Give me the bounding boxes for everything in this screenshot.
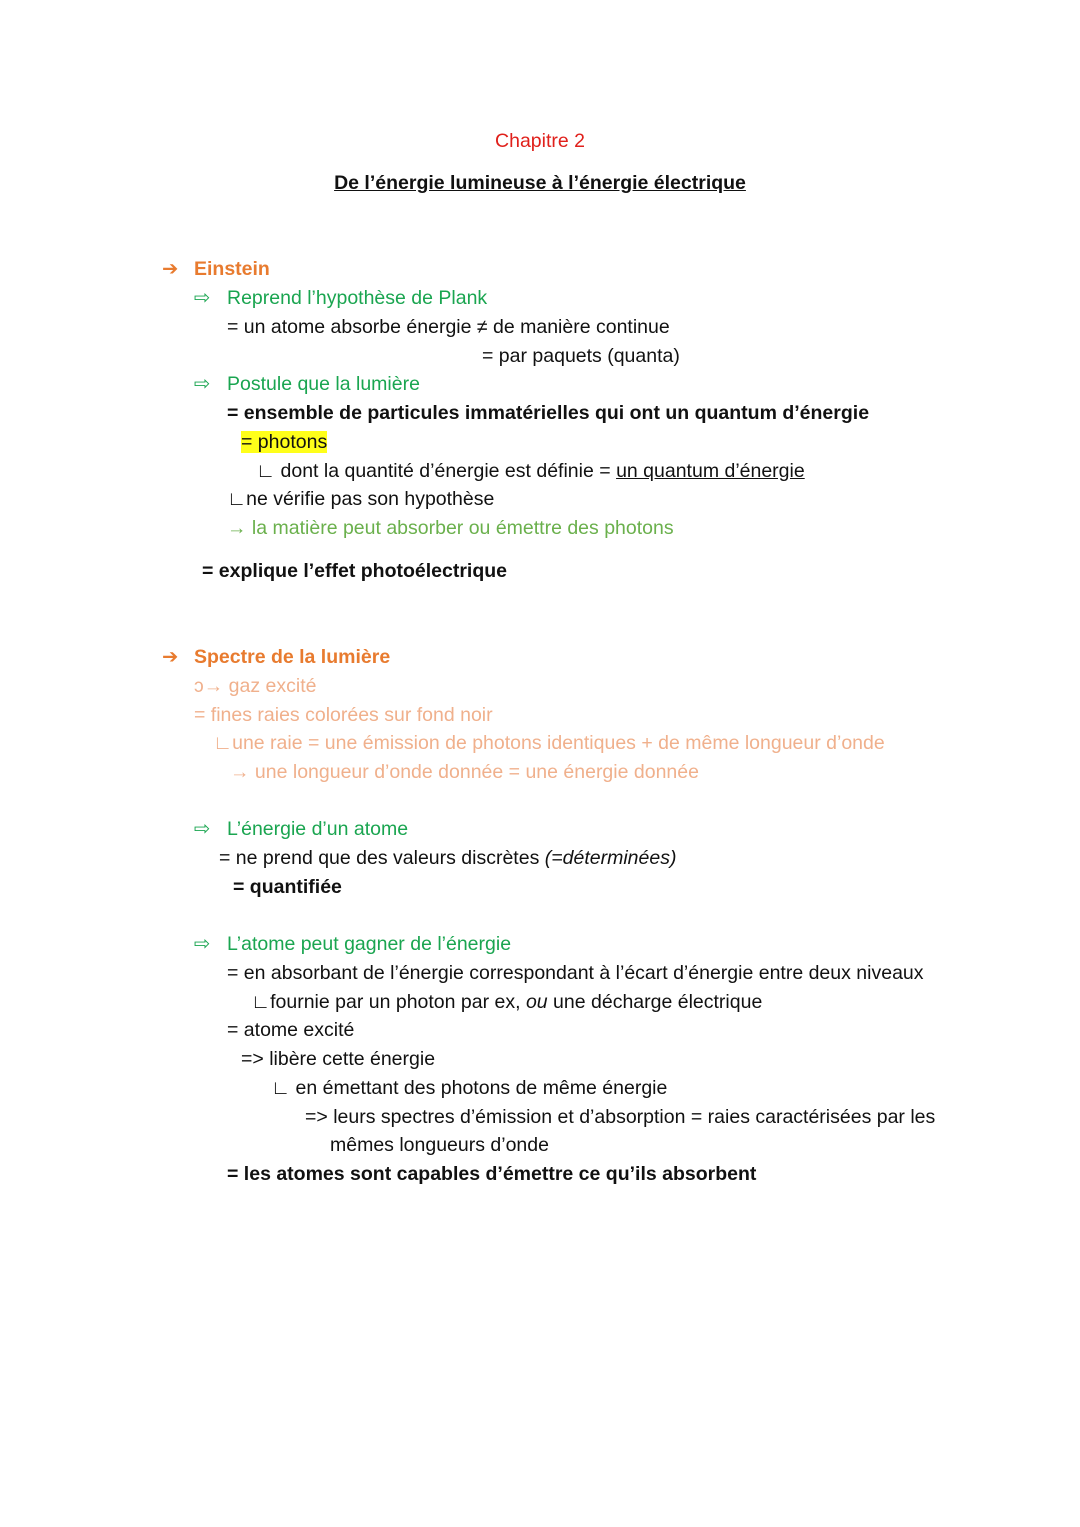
text-segment: gaz excité	[228, 675, 317, 697]
text-line: mêmes longueurs d’onde	[330, 1134, 549, 1156]
text-segment: une décharge électrique	[547, 991, 763, 1013]
subsection-hypothesis	[194, 285, 487, 311]
corner-icon: ∟	[213, 732, 233, 754]
text-line: = en absorbant de l’énergie correspondant à l’écart d’énergie entre deux niveaux	[227, 962, 924, 984]
subsection-postulate	[194, 371, 420, 397]
subsection-heading: L’énergie d’un atome	[227, 818, 409, 840]
subsection-heading: L’atome peut gagner de l’énergie	[227, 933, 512, 955]
text-segment: une raie = une émission de photons identiques + de même longueur d’onde	[232, 732, 885, 754]
text-segment: la matière peut absorber ou émettre des photons	[251, 517, 674, 539]
text-line-discrete	[219, 845, 676, 871]
text-line: => libère cette énergie	[241, 1048, 436, 1070]
text-segment: fournie par un photon par ex,	[270, 991, 526, 1013]
section-heading-einstein: Einstein	[194, 258, 270, 280]
section-heading-spectrum: Spectre de la lumière	[194, 646, 391, 668]
text-line: = par paquets (quanta)	[482, 345, 680, 367]
sub-arrow-icon: ⇨	[194, 818, 211, 840]
corner-icon: ∟	[251, 991, 271, 1013]
subsection-heading: Postule que la lumière	[227, 373, 420, 395]
text-line: => leurs spectres d’émission et d’absorption = raies caractérisées par les	[305, 1106, 936, 1128]
text-line-gas	[194, 673, 316, 699]
text-segment: dont la quantité d’énergie est définie =	[280, 460, 617, 482]
text-line: = atome excité	[227, 1019, 355, 1041]
corner-icon: ∟	[271, 1077, 291, 1099]
text-line-bold: = explique l’effet photoélectrique	[202, 560, 508, 582]
right-arrow-icon: →	[230, 761, 250, 783]
section-spectrum	[162, 644, 390, 670]
text-segment: une longueur d’onde donnée = une énergie donnée	[254, 761, 699, 783]
highlight-photons	[241, 429, 327, 455]
corner-icon: ∟	[227, 488, 247, 510]
text-line-wavelength	[230, 759, 699, 785]
text-line-one-line	[213, 730, 885, 756]
text-segment: en émettant des photons de même énergie	[295, 1077, 668, 1099]
subsection-atom-energy	[194, 816, 408, 842]
text-line: = un atome absorbe énergie ≠ de manière continue	[227, 316, 670, 338]
text-line-matter	[227, 515, 674, 541]
page-title: De l’énergie lumineuse à l’énergie électrique	[334, 172, 746, 194]
subsection-heading: Reprend l’hypothèse de Plank	[227, 287, 488, 309]
sub-arrow-icon: ⇨	[194, 933, 211, 955]
chapter-label: Chapitre 2	[495, 130, 585, 152]
italic-text: (=déterminées)	[544, 847, 677, 869]
underlined-text: un quantum d’énergie	[616, 460, 805, 482]
text-line-bold: = ensemble de particules immatérielles qui ont un quantum d’énergie	[227, 402, 870, 424]
text-line-quantum	[256, 458, 805, 484]
corner-icon: ∟	[256, 460, 276, 482]
text-line-emitting	[271, 1075, 667, 1101]
cycle-arrow-icon: ↄ→	[194, 675, 224, 697]
section-arrow-icon: ➔	[162, 646, 179, 668]
text-line-not-verified	[227, 486, 494, 512]
text-segment: = ne prend que des valeurs discrètes	[219, 847, 545, 869]
text-line-bold: = quantifiée	[233, 876, 342, 898]
text-segment: ne vérifie pas son hypothèse	[246, 488, 495, 510]
subsection-gain	[194, 931, 511, 957]
section-arrow-icon: ➔	[162, 258, 179, 280]
sub-arrow-icon: ⇨	[194, 287, 211, 309]
sub-arrow-icon: ⇨	[194, 373, 211, 395]
text-line: = fines raies colorées sur fond noir	[194, 704, 493, 726]
italic-text: ou	[525, 991, 548, 1013]
section-einstein	[162, 256, 270, 282]
highlighted-text: = photons	[241, 431, 328, 453]
text-line-bold: = les atomes sont capables d’émettre ce qu’ils absorbent	[227, 1163, 757, 1185]
right-arrow-icon: →	[227, 517, 247, 539]
text-line-supplied	[251, 989, 762, 1015]
